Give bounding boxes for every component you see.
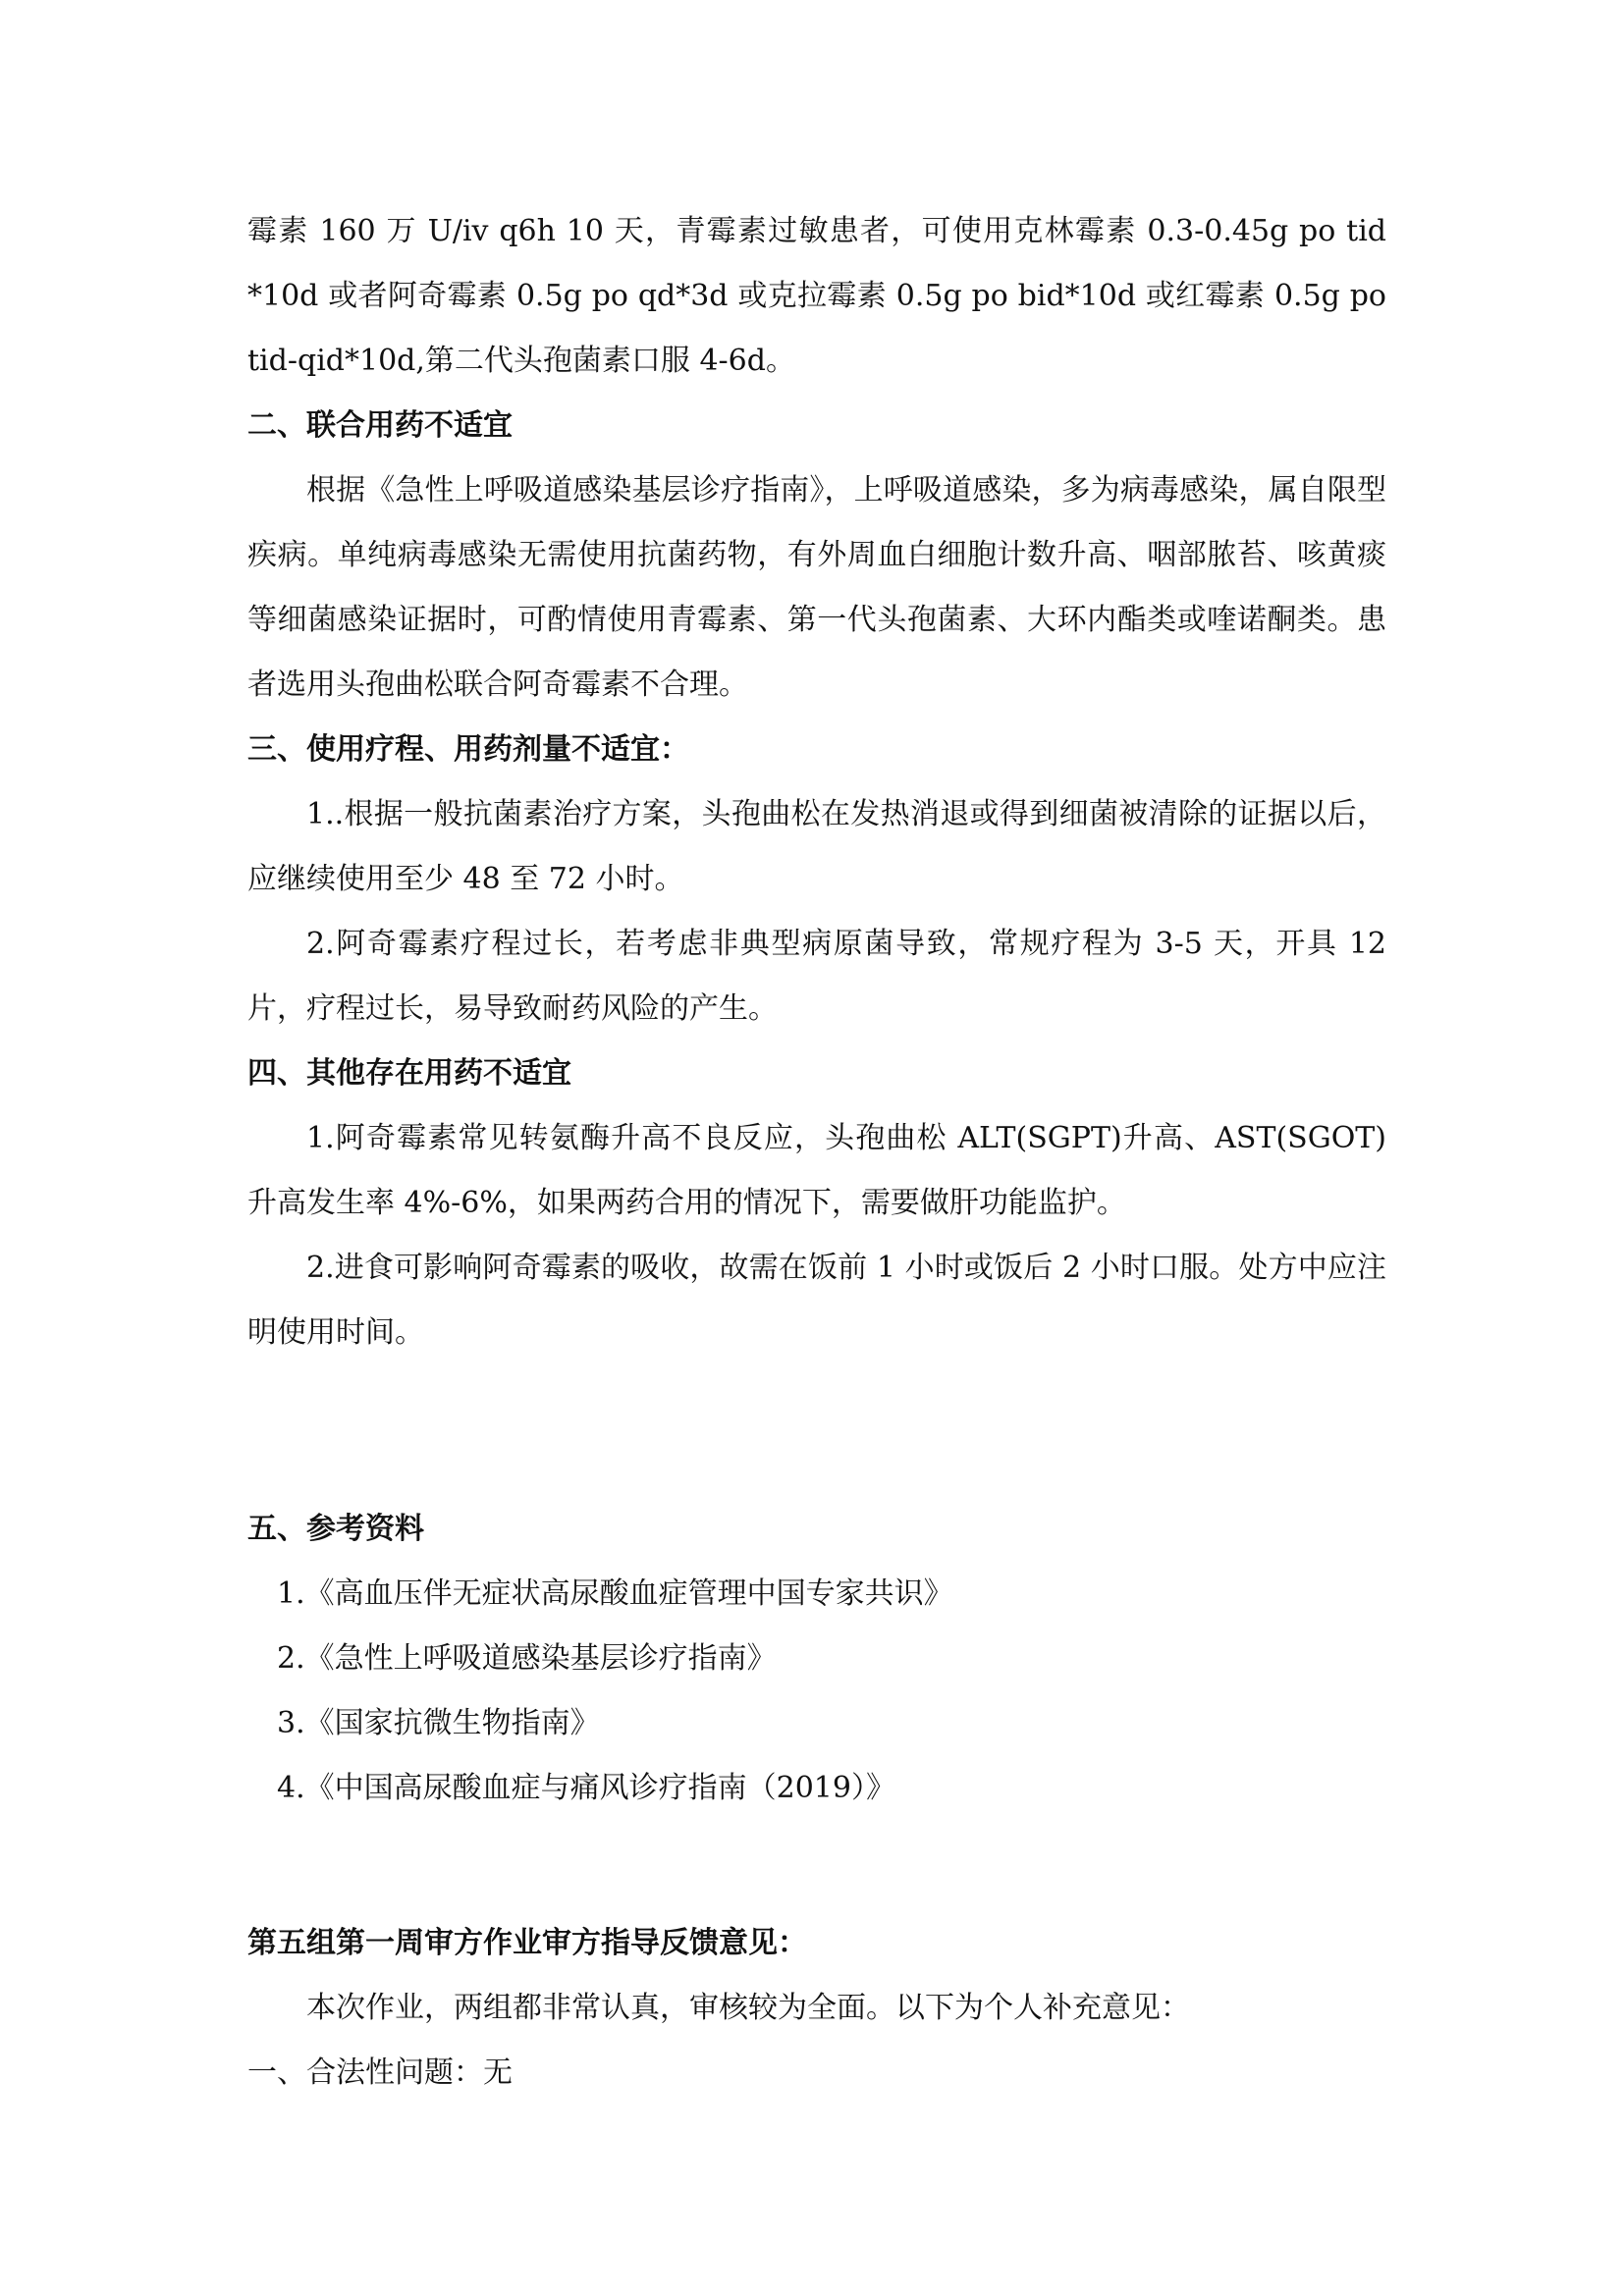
feedback-intro: 本次作业，两组都非常认真，审核较为全面。以下为个人补充意见： (306, 1991, 1190, 2025)
section-5-heading: 五、参考资料 (247, 1512, 424, 1546)
feedback-item-1: 一、合法性问题：无 (247, 2056, 513, 2090)
reference-item-2: 2.《急性上呼吸道感染基层诊疗指南》 (277, 1641, 777, 1676)
section-3-heading: 三、使用疗程、用药剂量不适宜： (247, 732, 689, 767)
section-2-heading: 二、联合用药不适宜 (247, 408, 513, 443)
intro-paragraph: 霉素 160 万 U/iv q6h 10 天，青霉素过敏患者，可使用克林霉素 0.3-0.45g po tid *10d 或者阿奇霉素 0.5g po qd*3d 或克拉霉素 0.5g po bid*10d 或红霉素 0.5g po tid-qid*10d,第二代头孢菌素口服 4-6d。 (247, 214, 1386, 378)
section-4-heading: 四、其他存在用药不适宜 (247, 1056, 571, 1091)
feedback-heading: 第五组第一周审方作业审方指导反馈意见： (247, 1926, 807, 1960)
reference-item-1: 1.《高血压伴无症状高尿酸血症管理中国专家共识》 (277, 1576, 953, 1611)
section-4-item-1: 1.阿奇霉素常见转氨酶升高不良反应，头孢曲松 ALT(SGPT)升高、AST(SGOT)升高发生率 4%-6%，如果两药合用的情况下，需要做肝功能监护。 (247, 1121, 1386, 1220)
section-2-paragraph: 根据《急性上呼吸道感染基层诊疗指南》，上呼吸道感染，多为病毒感染，属自限型疾病。单纯病毒感染无需使用抗菌药物，有外周血白细胞计数升高、咽部脓苔、咳黄痰等细菌感染证据时，可酌情使用青霉素、第一代头孢菌素、大环内酯类或喹诺酮类。患者选用头孢曲松联合阿奇霉素不合理。 (247, 473, 1386, 702)
section-3-item-1: 1..根据一般抗菌素治疗方案，头孢曲松在发热消退或得到细菌被清除的证据以后，应继续使用至少 48 至 72 小时。 (247, 797, 1386, 896)
reference-item-4: 4.《中国高尿酸血症与痛风诊疗指南（2019）》 (277, 1771, 895, 1805)
reference-item-3: 3.《国家抗微生物指南》 (277, 1706, 600, 1740)
section-4-item-2: 2.进食可影响阿奇霉素的吸收，故需在饭前 1 小时或饭后 2 小时口服。处方中应注明使用时间。 (247, 1251, 1386, 1350)
section-3-item-2: 2.阿奇霉素疗程过长，若考虑非典型病原菌导致，常规疗程为 3-5 天，开具 12 片，疗程过长，易导致耐药风险的产生。 (247, 927, 1386, 1026)
